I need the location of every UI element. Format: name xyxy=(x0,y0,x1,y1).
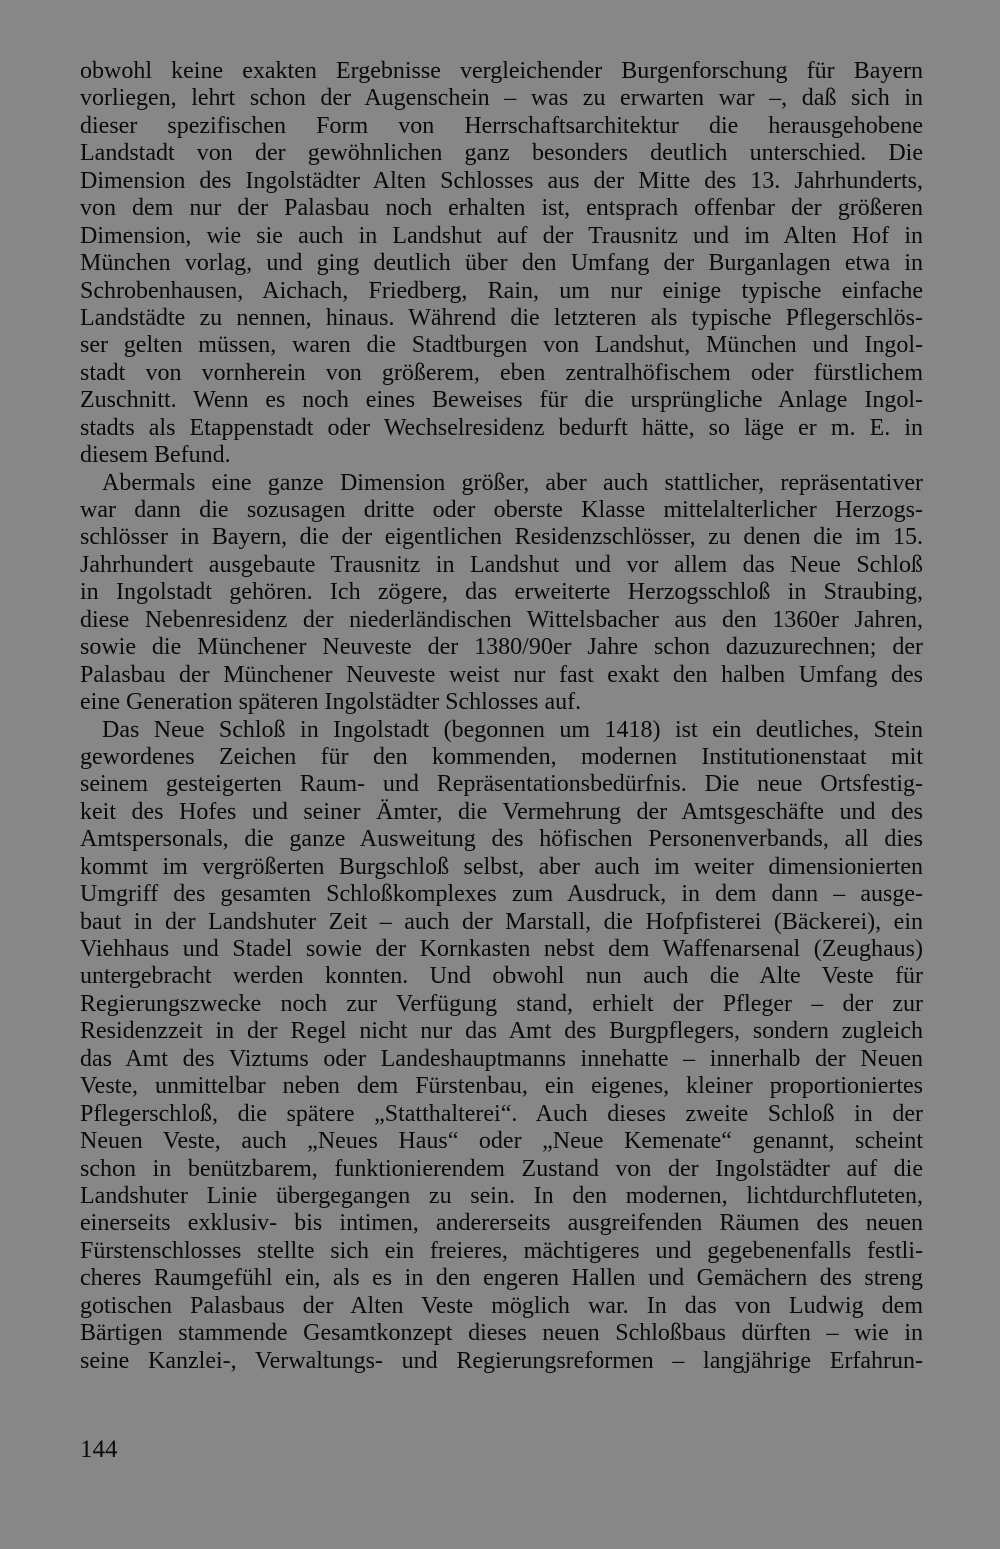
text-line: Landstadt von der gewöhnlichen ganz besonders deutlich unterschied. Die xyxy=(80,140,923,167)
text-line: Dimension des Ingolstädter Alten Schlosses aus der Mitte des 13. Jahrhunderts, xyxy=(80,167,923,194)
text-line: schlösser in Bayern, die der eigentlichen Residenzschlösser, zu denen die im 15. xyxy=(80,524,923,551)
text-line: Residenzzeit in der Regel nicht nur das Amt des Burgpflegers, sondern zugleich xyxy=(80,1018,923,1045)
text-line: Landshuter Linie übergegangen zu sein. In den modernen, lichtdurchfluteten, xyxy=(80,1182,923,1209)
text-line: Regierungszwecke noch zur Verfügung stand, erhielt der Pfleger – der zur xyxy=(80,990,923,1017)
text-line: von dem nur der Palasbau noch erhalten ist, entsprach offenbar der größeren xyxy=(80,195,923,222)
text-line: cheres Raumgefühl ein, als es in den engeren Hallen und Gemächern des streng xyxy=(80,1265,923,1292)
paragraph-3 xyxy=(80,717,923,1376)
text-line: Abermals eine ganze Dimension größer, aber auch stattlicher, repräsentativer xyxy=(102,469,923,496)
text-line: Bärtigen stammende Gesamtkonzept dieses neuen Schloßbaus dürften – wie in xyxy=(80,1320,923,1347)
text-line: stadts als Etappenstadt oder Wechselresidenz bedurft hätte, so läge er m. E. in xyxy=(80,414,923,441)
text-line: keit des Hofes und seiner Ämter, die Vermehrung der Amtsgeschäfte und des xyxy=(80,798,923,825)
text-line: untergebracht werden konnten. Und obwohl nun auch die Alte Veste für xyxy=(80,963,923,990)
page-number: 144 xyxy=(80,1436,118,1463)
text-line: eine Generation späteren Ingolstädter Schlosses auf. xyxy=(80,689,582,716)
text-line: Neuen Veste, auch „Neues Haus“ oder „Neue Kemenate“ genannt, scheint xyxy=(80,1128,923,1155)
text-line: dieser spezifischen Form von Herrschaftsarchitektur die herausgehobene xyxy=(80,112,923,139)
text-line: diesem Befund. xyxy=(80,442,231,469)
text-line: seinem gesteigerten Raum- und Repräsentationsbedürfnis. Die neue Ortsfestig- xyxy=(80,771,923,798)
text-line: gewordenes Zeichen für den kommenden, modernen Institutionenstaat mit xyxy=(80,743,923,770)
text-line: Viehhaus und Stadel sowie der Kornkasten nebst dem Waffenarsenal (Zeughaus) xyxy=(80,936,923,962)
paragraph-1 xyxy=(80,58,923,470)
text-line: kommt im vergrößerten Burgschloß selbst, aber auch im weiter dimensionierten xyxy=(80,853,923,880)
text-line: sowie die Münchener Neuveste der 1380/90er Jahre schon dazuzurechnen; der xyxy=(80,634,923,661)
text-line: Jahrhundert ausgebaute Trausnitz in Landshut und vor allem das Neue Schloß xyxy=(80,551,923,578)
text-line: Zuschnitt. Wenn es noch eines Beweises für die ursprüngliche Anlage Ingol- xyxy=(80,387,923,414)
text-line: Veste, unmittelbar neben dem Fürstenbau, ein eigenes, kleiner proportioniertes xyxy=(80,1073,923,1100)
text-line: Palasbau der Münchener Neuveste weist nur fast exakt den halben Umfang des xyxy=(80,661,923,688)
text-line: Amtspersonals, die ganze Ausweitung des höfischen Personenverbands, all dies xyxy=(80,826,923,853)
text-line: Umgriff des gesamten Schloßkomplexes zum Ausdruck, in dem dann – ausge- xyxy=(80,881,923,908)
text-line: baut in der Landshuter Zeit – auch der Marstall, die Hofpfisterei (Bäckerei), ein xyxy=(80,908,923,935)
text-line: Dimension, wie sie auch in Landshut auf der Trausnitz und im Alten Hof in xyxy=(80,222,923,249)
text-line: in Ingolstadt gehören. Ich zögere, das erweiterte Herzogsschloß in Straubing, xyxy=(80,579,923,606)
paragraph-2 xyxy=(80,470,923,717)
text-line: diese Nebenresidenz der niederländischen Wittelsbacher aus den 1360er Jahren, xyxy=(80,606,923,633)
text-line: gotischen Palasbaus der Alten Veste möglich war. In das von Ludwig dem xyxy=(80,1292,923,1319)
text-line: Fürstenschlosses stellte sich ein freieres, mächtigeres und gegebenenfalls festli- xyxy=(80,1237,923,1264)
text-line: Landstädte zu nennen, hinaus. Während die letzteren als typische Pflegerschlös- xyxy=(80,304,923,331)
text-line: Pflegerschloß, die spätere „Statthalterei“. Auch dieses zweite Schloß in der xyxy=(80,1100,923,1127)
text-line: war dann die sozusagen dritte oder oberste Klasse mittelalterlicher Herzogs- xyxy=(80,497,923,523)
text-line: einerseits exklusiv- bis intimen, andererseits ausgreifenden Räumen des neuen xyxy=(80,1210,923,1237)
text-line: Schrobenhausen, Aichach, Friedberg, Rain, um nur einige typische einfache xyxy=(80,277,923,304)
text-line: München vorlag, und ging deutlich über den Umfang der Burganlagen etwa in xyxy=(80,250,923,277)
text-line: ser gelten müssen, waren die Stadtburgen von Landshut, München und Ingol- xyxy=(80,332,923,359)
text-line: obwohl keine exakten Ergebnisse vergleichender Burgenforschung für Bayern xyxy=(80,58,923,84)
text-line: schon in benützbarem, funktionierendem Zustand von der Ingolstädter auf die xyxy=(80,1155,923,1182)
text-line: seine Kanzlei-, Verwaltungs- und Regierungsreformen – langjährige Erfahrun- xyxy=(80,1347,923,1374)
text-line: stadt von vornherein von größerem, eben zentralhöfischem oder fürstlichem xyxy=(80,359,923,386)
body-text xyxy=(80,58,923,1375)
text-line: vorliegen, lehrt schon der Augenschein – was zu erwarten war –, daß sich in xyxy=(80,85,923,112)
text-line: Das Neue Schloß in Ingolstadt (begonnen um 1418) ist ein deutliches, Stein xyxy=(102,716,923,743)
text-line: das Amt des Viztums oder Landeshauptmanns innehatte – innerhalb der Neuen xyxy=(80,1045,923,1072)
